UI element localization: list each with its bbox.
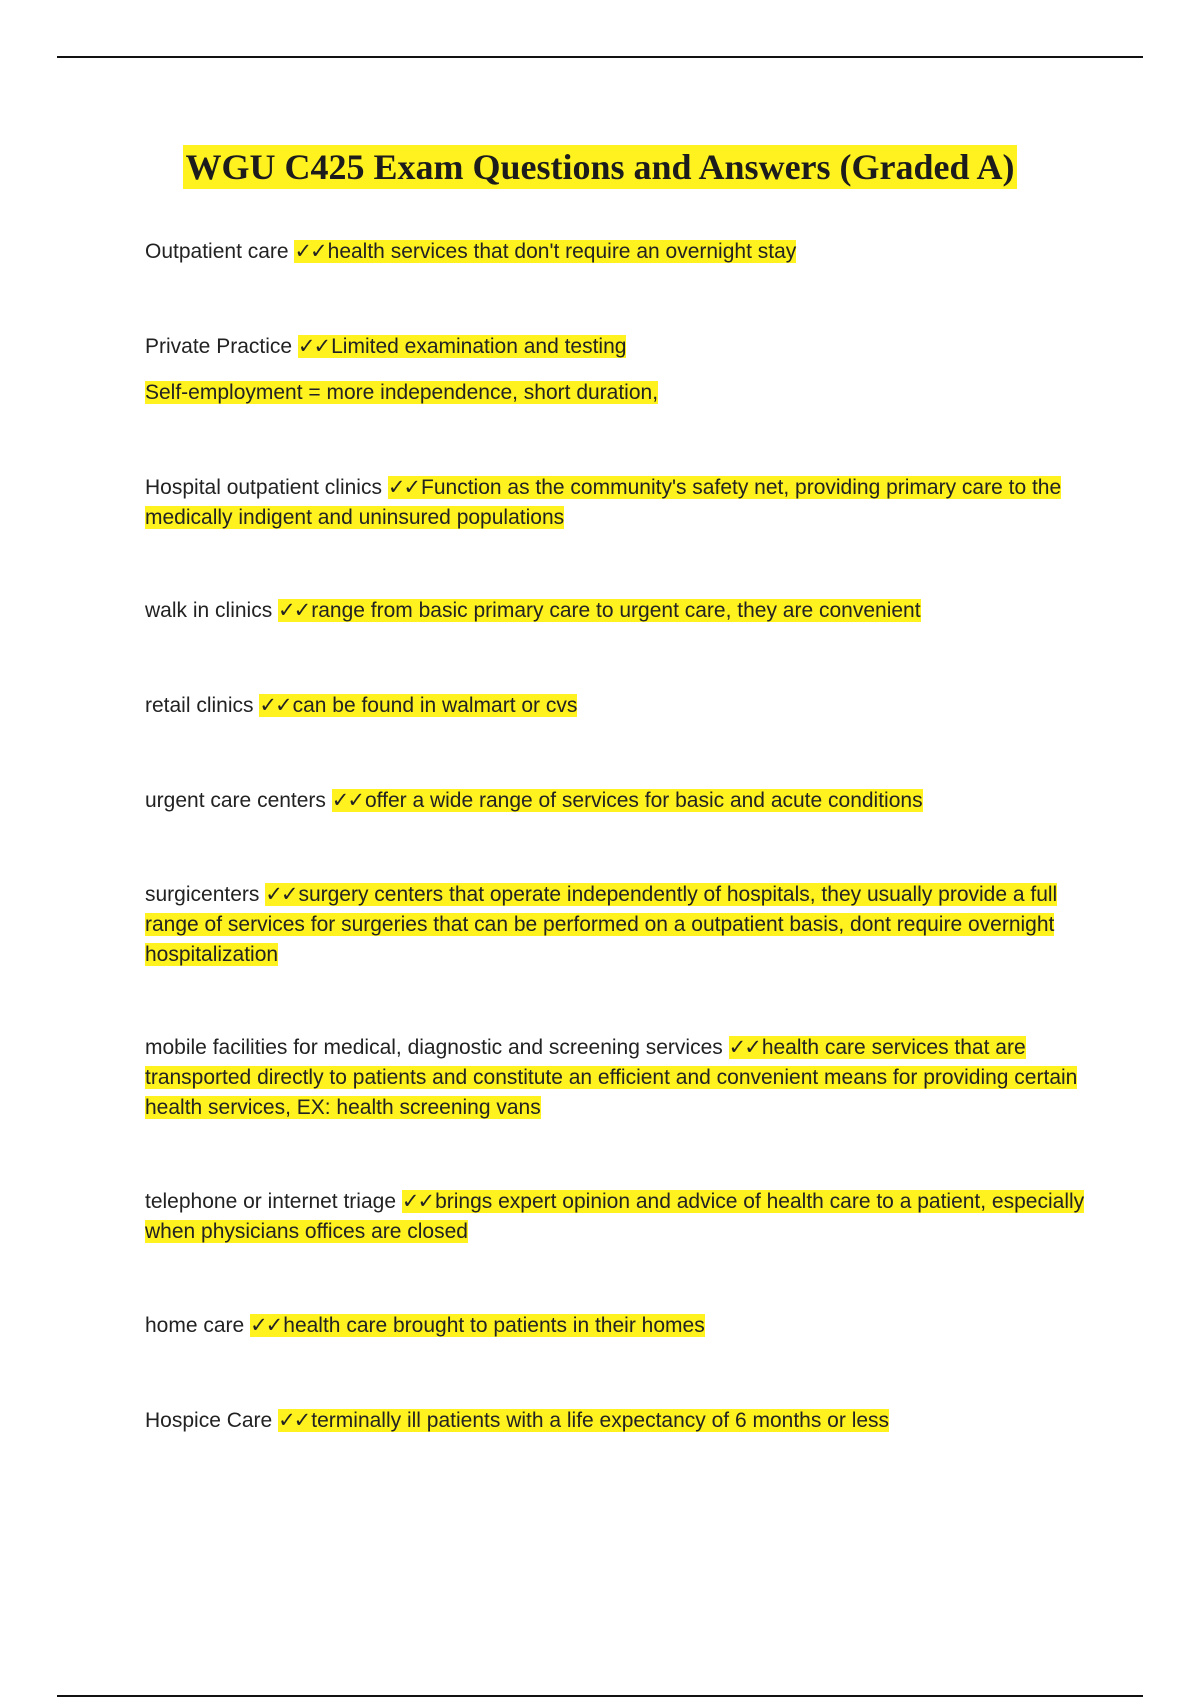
answer: health services that don't require an overnight stay — [327, 240, 797, 263]
term: telephone or internet triage — [145, 1190, 397, 1213]
top-rule — [57, 56, 1143, 58]
check-icon: ✓✓ — [728, 1035, 760, 1059]
check-icon: ✓✓ — [294, 239, 326, 263]
qa-item-walk-in-clinics — [145, 595, 1095, 626]
term: urgent care centers — [145, 789, 326, 812]
answer: offer a wide range of services for basic and acute conditions — [364, 789, 923, 812]
term: Private Practice — [145, 335, 293, 358]
check-icon: ✓✓ — [259, 693, 291, 717]
answer: health care services that are transported directly to patients and constitute an efficient and convenient means for providing certain health services, EX: health screening vans — [145, 1036, 1078, 1119]
answer: terminally ill patients with a life expectancy of 6 months or less — [311, 1409, 890, 1432]
qa-item-private-practice-extra — [145, 378, 1095, 408]
bottom-rule — [57, 1695, 1143, 1697]
check-icon: ✓✓ — [387, 475, 420, 499]
qa-item-mobile-facilities — [145, 1032, 1095, 1123]
check-icon: ✓✓ — [297, 334, 330, 358]
check-icon: ✓✓ — [331, 788, 363, 812]
term: home care — [145, 1314, 245, 1337]
qa-item-outpatient-care — [145, 236, 1095, 267]
term: Hospice Care — [145, 1409, 273, 1432]
answer: Limited examination and testing — [331, 335, 627, 358]
answer: brings expert opinion and advice of health care to a patient, especially when physicians offices are closed — [145, 1190, 1085, 1243]
answer: health care brought to patients in their homes — [283, 1314, 705, 1337]
document-title: WGU C425 Exam Questions and Answers (Graded A) — [185, 147, 1015, 187]
qa-item-home-care — [145, 1310, 1095, 1341]
term: Outpatient care — [145, 240, 289, 263]
answer-extra: Self-employment = more independence, short duration, — [145, 381, 659, 404]
qa-item-retail-clinics — [145, 690, 1095, 721]
qa-item-surgicenters — [145, 879, 1095, 970]
term: surgicenters — [145, 883, 260, 906]
check-icon: ✓✓ — [278, 1408, 310, 1432]
qa-item-telephone-internet-triage — [145, 1186, 1095, 1247]
qa-item-hospice-care — [145, 1405, 1095, 1436]
answer: range from basic primary care to urgent care, they are convenient — [311, 599, 921, 622]
term: Hospital outpatient clinics — [145, 476, 382, 499]
answer: surgery centers that operate independently of hospitals, they usually provide a full range of services for surgeries that can be performed on a outpatient basis, dont require overnight hospitalization — [145, 883, 1058, 966]
answer: Function as the community's safety net, providing primary care to the medically indigent and uninsured populations — [145, 476, 1062, 529]
qa-item-private-practice — [145, 331, 1095, 362]
qa-item-urgent-care-centers — [145, 785, 1095, 816]
check-icon: ✓✓ — [401, 1189, 434, 1213]
qa-item-hospital-outpatient-clinics — [145, 472, 1095, 533]
term: mobile facilities for medical, diagnostic and screening services — [145, 1036, 723, 1059]
answer: can be found in walmart or cvs — [292, 694, 578, 717]
term: walk in clinics — [145, 599, 273, 622]
check-icon: ✓✓ — [250, 1313, 282, 1337]
check-icon: ✓✓ — [265, 882, 297, 906]
term: retail clinics — [145, 694, 254, 717]
title-block — [0, 146, 1200, 188]
check-icon: ✓✓ — [278, 598, 310, 622]
